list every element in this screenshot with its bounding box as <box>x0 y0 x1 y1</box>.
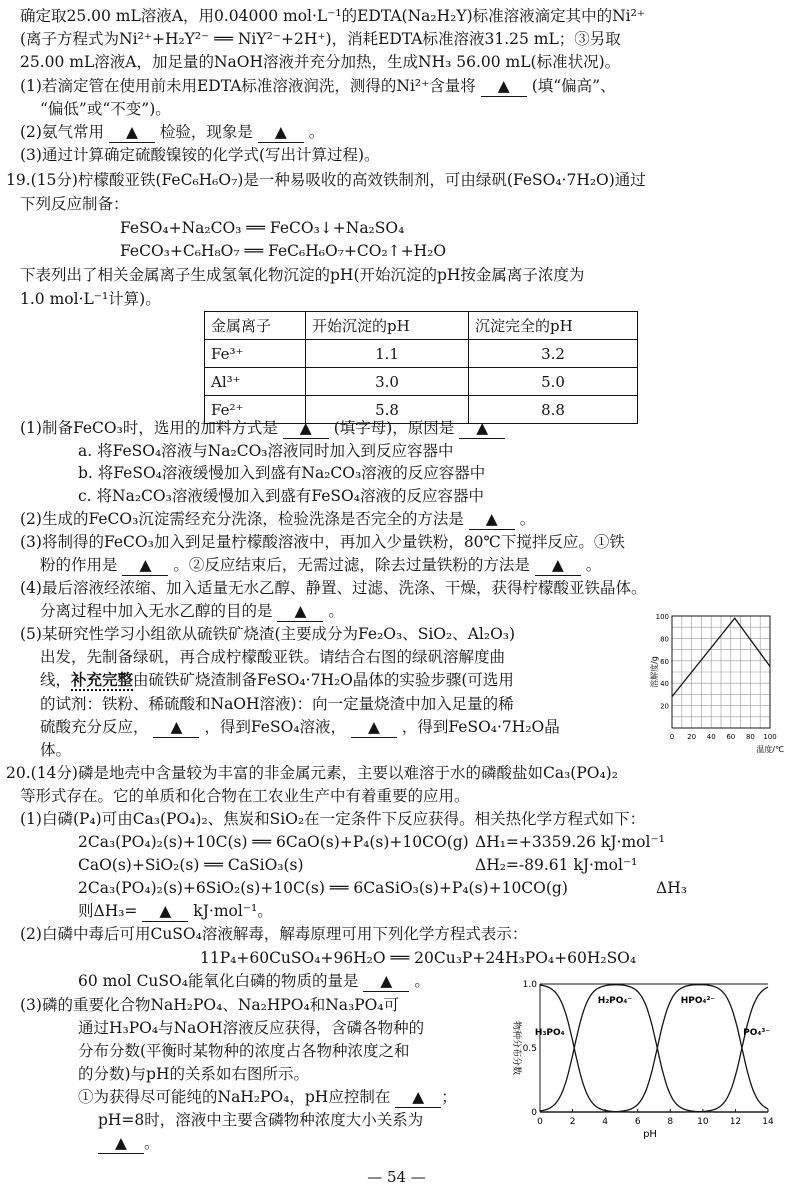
q19-part4-line-1: (4)最后溶液经浓缩、加入适量无水乙醇、静置、过滤、洗涤、干燥，获得柠檬酸亚铁晶体。 <box>20 579 647 597</box>
thermo-eq-2 <box>78 855 793 875</box>
q19-part2 <box>20 509 780 530</box>
q19-5-text-b: 由硫铁矿烧渣制备FeSO₄·7H₂O晶体的实验步骤(可选用 <box>133 671 514 689</box>
q20-part1: (1)白磷(P₄)可由Ca₃(PO₄)₂、焦炭和SiO₂在一定条件下反应获得。相关热化学方程式如下： <box>20 810 646 828</box>
precipitation-ph-table <box>204 311 638 424</box>
page-number: — 54 — <box>367 1168 426 1186</box>
delta-h3: ΔH₃ <box>656 879 687 897</box>
q19-1-text-b: (填字母)，原因是 <box>333 419 455 437</box>
answer-blank[interactable]: ▲ <box>535 555 581 576</box>
table-cell: 5.8 <box>306 396 469 424</box>
x-tick-label: 100 <box>763 733 777 741</box>
period: 。 <box>585 556 602 574</box>
answer-blank[interactable]: ▲ <box>109 122 155 143</box>
q20-part3-line-1: (3)磷的重要化合物NaH₂PO₄、Na₂HPO₄和Na₃PO₄可 <box>20 996 400 1014</box>
q19-part5-line-2: 出发，先制备绿矾，再合成柠檬酸亚铁。请结合右图的绿矾溶解度曲 <box>40 648 506 666</box>
x-tick-label: 60 <box>726 733 736 741</box>
q19-3-text-b: 。②反应结束后，无需过滤，除去过量铁粉的方法是 <box>173 556 530 574</box>
table-cell: Al³⁺ <box>205 368 306 396</box>
x-tick-label: 12 <box>729 1117 742 1127</box>
table-cell: Fe³⁺ <box>205 340 306 368</box>
q18-line-2: (离子方程式为Ni²⁺+H₂Y²⁻ ══ NiY²⁻+2H⁺)，消耗EDTA标准溶液31.25 mL；③另取 <box>20 30 621 48</box>
answer-blank[interactable]: ▲ <box>283 418 329 439</box>
answer-blank[interactable]: ▲ <box>363 971 409 992</box>
q18-line-3: 25.00 mL溶液A，加足量的NaOH溶液并充分加热，生成NH₃ 56.00 mL(标准状况)。 <box>20 53 621 71</box>
y-tick-label: 60 <box>660 657 669 666</box>
semicolon: ； <box>441 1088 457 1106</box>
q18-part1 <box>20 76 780 97</box>
q18-part2 <box>20 122 780 143</box>
period: 。 <box>414 972 430 990</box>
y-tick-label: 0 <box>531 1108 537 1118</box>
q19-table-intro-1: 下表列出了相关金属离子生成氢氧化物沉淀的pH(开始沉淀的pH按金属离子浓度为 <box>20 266 585 284</box>
species-label: H₂PO₄⁻ <box>597 996 633 1007</box>
thermo-eq-3-text: 2Ca₃(PO₄)₂(s)+6SiO₂(s)+10C(s) ══ 6CaSiO₃(s)+P₄(s)+10CO(g) <box>78 879 568 897</box>
unit-text: kJ·mol⁻¹。 <box>193 902 273 920</box>
q20-2-text: 60 mol CuSO₄能氧化白磷的物质的量是 <box>78 972 359 990</box>
answer-blank[interactable]: ▲ <box>459 418 505 439</box>
table-header: 开始沉淀的pH <box>306 312 469 340</box>
y-tick-label: 0.5 <box>522 1044 537 1054</box>
q18-part3: (3)通过计算确定硫酸镍铵的化学式(写出计算过程)。 <box>20 146 380 164</box>
option-a: a. 将FeSO₄溶液与Na₂CO₃溶液同时加入到反应容器中 <box>78 442 454 460</box>
period: 。 <box>308 123 325 141</box>
table-cell: 3.2 <box>469 340 638 368</box>
table-row <box>205 368 638 396</box>
equation-1: FeSO₄+Na₂CO₃ ══ FeCO₃↓+Na₂SO₄ <box>120 219 405 237</box>
x-axis-label: 温度/℃ <box>756 745 784 754</box>
answer-blank[interactable]: ▲ <box>351 717 397 738</box>
species-label: PO₄³⁻ <box>743 1028 771 1039</box>
q20-part2: (2)白磷中毒后可用CuSO₄溶液解毒，解毒原理可用下列化学方程式表示： <box>20 925 528 943</box>
x-tick-label: 2 <box>569 1117 576 1127</box>
table-header-row <box>205 312 638 340</box>
y-tick-label: 1.0 <box>522 980 537 990</box>
delta-h2: ΔH₂=-89.61 kJ·mol⁻¹ <box>475 856 638 874</box>
x-tick-label: 8 <box>667 1117 674 1127</box>
x-tick-label: 0 <box>669 733 675 741</box>
delta-h1: ΔH₁=+3359.26 kJ·mol⁻¹ <box>475 833 665 851</box>
table-cell: 5.0 <box>469 368 638 396</box>
q20-stem-2: 等形式存在。它的单质和化合物在工农业生产中有着重要的应用。 <box>20 787 470 805</box>
q19-2-text: (2)生成的FeCO₃沉淀需经充分洗涤，检验洗涤是否完全的方法是 <box>20 510 464 528</box>
period: 。 <box>144 1134 160 1152</box>
q18-1-text-b: (填“偏高”、 <box>531 77 616 95</box>
option-c: c. 将Na₂CO₃溶液缓慢加入到盛有FeSO₄溶液的反应容器中 <box>78 487 484 505</box>
answer-blank[interactable]: ▲ <box>277 601 323 622</box>
y-tick-label: 40 <box>660 680 669 689</box>
q19-table-intro-2: 1.0 mol·L⁻¹计算)。 <box>20 290 161 308</box>
q19-3-text: 粉的作用是 <box>40 556 118 574</box>
equation-2: FeCO₃+C₆H₈O₇ ══ FeC₆H₆O₇+CO₂↑+H₂O <box>120 242 447 260</box>
q19-1-text: (1)制备FeCO₃时，选用的加料方式是 <box>20 419 278 437</box>
y-axis-label: 溶解度/g <box>650 656 659 688</box>
q19-stem-2: 下列反应制备： <box>20 195 129 213</box>
q19-5-text-c: 硫酸充分反应， <box>40 718 149 736</box>
table-header: 沉淀完全的pH <box>469 312 638 340</box>
q19-part5-line-1: (5)某研究性学习小组欲从硫铁矿烧渣(主要成分为Fe₂O₃、SiO₂、Al₂O₃) <box>20 625 516 643</box>
q20-part3-line-4: 的分数)与pH的关系如右图所示。 <box>78 1065 309 1083</box>
table-cell: 8.8 <box>469 396 638 424</box>
q19-part3-line-1: (3)将制得的FeCO₃加入到足量柠檬酸溶液中，再加入少量铁粉，80℃下搅拌反应。①铁 <box>20 533 625 551</box>
x-axis-label: pH <box>643 1129 657 1140</box>
answer-blank[interactable]: ▲ <box>258 122 304 143</box>
thermo-eq-3 <box>78 878 793 898</box>
q18-2-text-b: 检验，现象是 <box>159 123 253 141</box>
q19-part5-line-4: 的试剂：铁粉、稀硫酸和NaOH溶液)：向一定量烧渣中加入足量的稀 <box>40 695 514 713</box>
answer-blank[interactable]: ▲ <box>469 509 515 530</box>
q20-part3-line-2: 通过H₃PO₄与NaOH溶液反应获得，含磷各物种的 <box>78 1019 425 1037</box>
y-axis-label: 物种分布分数 <box>511 1020 521 1076</box>
q19-part5-line-6: 体。 <box>40 741 72 759</box>
y-tick-label: 20 <box>660 702 669 711</box>
q19-5-text-d: ，得到FeSO₄溶液， <box>204 718 347 736</box>
table-cell: 1.1 <box>306 340 469 368</box>
q18-2-text: (2)氨气常用 <box>20 123 104 141</box>
y-tick-label: 80 <box>660 635 669 644</box>
q19-part3-line-2 <box>40 555 793 576</box>
q20-part3-sub1-line-2: pH=8时，溶液中主要含磷物种浓度大小关系为 <box>98 1111 424 1129</box>
answer-blank[interactable]: ▲ <box>481 76 527 97</box>
answer-blank[interactable]: ▲ <box>122 555 168 576</box>
q19-part1 <box>20 418 780 439</box>
thermo-eq-1 <box>78 832 793 852</box>
x-tick-label: 4 <box>602 1117 609 1127</box>
species-curve <box>540 985 771 1112</box>
q20-part3-line-3: 分布分数(平衡时某物种的浓度占各物种浓度之和 <box>78 1042 410 1060</box>
x-tick-label: 14 <box>762 1117 774 1127</box>
species-label: HPO₄²⁻ <box>680 996 716 1007</box>
q20-stem-1: 20.(14分)磷是地壳中含量较为丰富的非金属元素，主要以难溶于水的磷酸盐如Ca₃(PO₄)₂ <box>6 764 618 782</box>
table-cell: 3.0 <box>306 368 469 396</box>
x-tick-label: 0 <box>537 1117 543 1127</box>
answer-blank[interactable]: ▲ <box>395 1087 441 1108</box>
answer-blank[interactable]: ▲ <box>153 717 199 738</box>
solubility-chart <box>648 604 788 780</box>
x-tick-label: 40 <box>706 733 716 741</box>
q19-5-text-e: ，得到FeSO₄·7H₂O晶 <box>401 718 560 736</box>
thermo-eq-1-text: 2Ca₃(PO₄)₂(s)+10C(s) ══ 6CaO(s)+P₄(s)+10CO(g) <box>78 833 469 851</box>
q18-line-1: 确定取25.00 mL溶液A，用0.04000 mol·L⁻¹的EDTA(Na₂H₂Y)标准溶液滴定其中的Ni²⁺ <box>20 7 646 25</box>
table-cell: Fe²⁺ <box>205 396 306 424</box>
x-tick-label: 6 <box>634 1117 641 1127</box>
x-tick-label: 20 <box>687 733 697 741</box>
distribution-chart <box>500 976 785 1148</box>
q18-1-line-2: “偏低”或“不变”)。 <box>40 100 171 118</box>
q18-1-text: (1)若滴定管在使用前未用EDTA标准溶液润洗，测得的Ni²⁺含量将 <box>20 77 476 95</box>
q19-4-text: 分离过程中加入无水乙醇的目的是 <box>40 602 273 620</box>
x-tick-label: 10 <box>697 1117 709 1127</box>
detox-equation: 11P₄+60CuSO₄+96H₂O ══ 20Cu₃P+24H₃PO₄+60H₂SO₄ <box>200 949 637 967</box>
x-tick-label: 80 <box>745 733 755 741</box>
delta-h3-question <box>78 901 793 922</box>
answer-blank[interactable]: ▲ <box>142 901 188 922</box>
answer-blank[interactable]: ▲ <box>98 1133 144 1154</box>
q19-stem-1: 19.(15分)柠檬酸亚铁(FeC₆H₆O₇)是一种易吸收的高效铁制剂，可由绿矾(FeSO₄·7H₂O)通过 <box>6 171 646 189</box>
table-row <box>205 340 638 368</box>
period: 。 <box>519 510 536 528</box>
species-label: H₃PO₄ <box>534 1028 565 1039</box>
delta-h3-text: 则ΔH₃= <box>78 902 138 920</box>
q20-3-text: ①为获得尽可能纯的NaH₂PO₄，pH应控制在 <box>78 1088 391 1106</box>
option-b: b. 将FeSO₄溶液缓慢加入到盛有Na₂CO₃溶液的反应容器中 <box>78 464 486 482</box>
emphasis-text: 补充完整 <box>71 670 134 689</box>
q19-5-text: 线， <box>40 671 72 689</box>
thermo-eq-2-text: CaO(s)+SiO₂(s) ══ CaSiO₃(s) <box>78 856 304 874</box>
table-header: 金属离子 <box>205 312 306 340</box>
period: 。 <box>328 602 344 620</box>
y-tick-label: 100 <box>655 613 669 621</box>
